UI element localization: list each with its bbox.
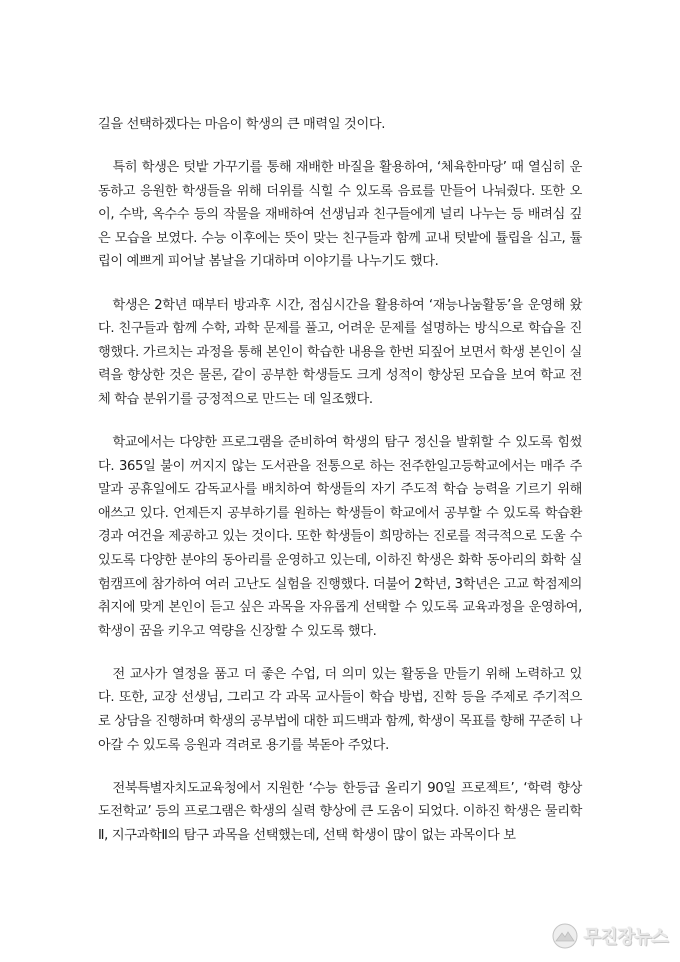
watermark (552, 920, 668, 952)
paragraph-6: 전북특별자치도교육청에서 지원한 ‘수능 한등급 올리기 90일 프로젝트’, ‘학력 향상 도전학교’ 등의 프로그램은 학생의 실력 향상에 큰 도움이 되었다. 이하진 학생은 물리학Ⅱ, 지구과학Ⅱ의 탐구 과목을 선택했는데, 선택 학생이 많이 없는 과목이다 보 (98, 780, 582, 843)
paragraph-3: 학생은 2학년 때부터 방과후 시간, 점심시간을 활용하여 ‘재능나눔활동’을 운영해 왔다. 친구들과 함께 수학, 과학 문제를 풀고, 어려운 문제를 설명하는 방식으로 학습을 진행했다. 가르치는 과정을 통해 본인이 학습한 내용을 한번 되짚어 보면서 학생 본인이 실력을 향상한 것은 물론, 같이 공부한 학생들도 크게 성적이 향상된 모습을 보여 학교 전체 학습 분위기를 긍정적으로 만드는 데 일조했다. (98, 297, 582, 407)
paragraph-2: 특히 학생은 텃밭 가꾸기를 통해 재배한 바질을 활용하여, ‘체육한마당’ 때 열심히 운동하고 응원한 학생들을 위해 더위를 식힐 수 있도록 음료를 만들어 나눠줬다. 또한 오이, 수박, 옥수수 등의 작물을 재배하여 선생님과 친구들에게 널리 나누는 등 배려심 깊은 모습을 보였다. 수능 이후에는 뜻이 맞는 친구들과 함께 교내 텃밭에 튤립을 심고, 튤립이 예쁘게 피어날 봄날을 기대하며 이야기를 나누기도 했다. (98, 160, 582, 270)
paragraph-5: 전 교사가 열정을 품고 더 좋은 수업, 더 의미 있는 활동을 만들기 위해 노력하고 있다. 또한, 교장 선생님, 그리고 각 과목 교사들이 학습 방법, 진학 등을 주제로 주기적으로 상담을 진행하며 학생의 공부법에 대한 피드백과 함께, 학생이 목표를 향해 꾸준히 나아갈 수 있도록 응원과 격려로 용기를 북돋아 주었다. (98, 666, 582, 753)
mountain-logo-icon (552, 923, 578, 949)
paragraph-1: 길을 선택하겠다는 마음이 학생의 큰 매력일 것이다. (98, 117, 386, 132)
article-body (98, 113, 582, 867)
paragraph-4: 학교에서는 다양한 프로그램을 준비하여 학생의 탐구 정신을 발휘할 수 있도록 힘썼다. 365일 불이 꺼지지 않는 도서관을 전통으로 하는 전주한일고등학교에서는 매주 주말과 공휴일에도 감독교사를 배치하여 학생들의 자기 주도적 학습 능력을 기르기 위해 애쓰고 있다. 언제든지 공부하기를 원하는 학생들이 학교에서 공부할 수 있도록 학습환경과 여건을 제공하고 있는 것이다. 또한 학생들이 희망하는 진로를 적극적으로 도울 수 있도록 다양한 분야의 동아리를 운영하고 있는데, 이하진 학생은 화학 동아리의 화학 실험캠프에 참가하여 여러 고난도 실험을 진행했다. 더불어 2학년, 3학년은 고교 학점제의 취지에 맞게 본인이 듣고 싶은 과목을 자유롭게 선택할 수 있도록 교육과정을 운영하여, 학생이 꿈을 키우고 역량을 신장할 수 있도록 했다. (98, 435, 582, 639)
watermark-text: 무진장뉴스 (583, 927, 668, 948)
